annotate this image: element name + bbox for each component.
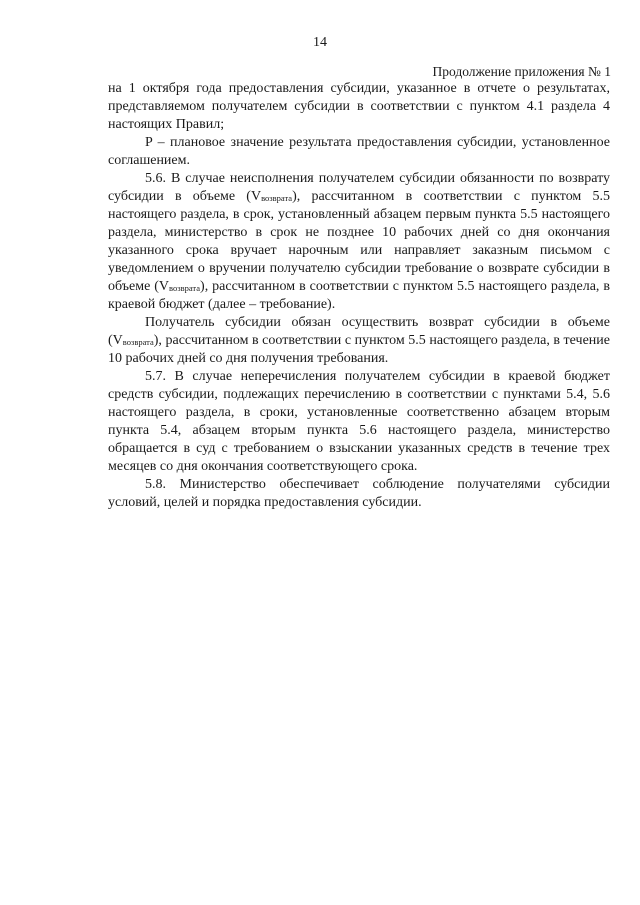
- formula-subscript: возврата: [169, 283, 201, 293]
- page-number: 14: [313, 35, 327, 50]
- formula-subscript: возврата: [261, 193, 293, 203]
- document-body: [108, 80, 610, 512]
- paragraph-planned-value: P – плановое значение результата предоставления субсидии, установленное соглашением.: [108, 135, 610, 168]
- paragraph-result-definition: на 1 октября года предоставления субсидии, указанное в отчете о результатах, представляемом получателем субсидии в соответствии с пунктом 4.1 раздела 4 настоящих Правил;: [108, 81, 610, 132]
- text-segment: ), рассчитанном в соответствии с пунктом 5.5 настоящего раздела, в краевой бюджет (далее – требование).: [108, 279, 610, 312]
- paragraph-5-7: 5.7. В случае неперечисления получателем субсидии в краевой бюджет средств субсидии, подлежащих перечислению в соответствии с пунктами 5.4, 5.6 настоящего раздела, в сроки, установленные соответственно абзацем вторым пункта 5.4, абзацем вторым пункта 5.6 настоящего раздела, министерство обращается в суд с требованием о взыскании указанных средств в течение трех месяцев со дня окончания соответствующего срока.: [108, 369, 610, 474]
- paragraph-return-obligation: [108, 314, 610, 368]
- paragraph-5-6: [108, 170, 610, 314]
- text-segment: ), рассчитанном в соответствии с пунктом 5.5 настоящего раздела, в срок, установленный абзацем первым пункта 5.5 настоящего раздела, министерство в срок не позднее 10 рабочих дней со дня окончания указанного срока вручает нарочным или направляет заказным письмом с уведомлением о вручении получателю субсидии требование о возврате субсидии в объеме (V: [108, 189, 611, 294]
- formula-subscript: возврата: [122, 337, 154, 347]
- text-segment: ), рассчитанном в соответствии с пунктом 5.5 настоящего раздела, в течение 10 рабочих дней со дня получения требования.: [108, 333, 610, 366]
- text-segment: 5.6. В случае неисполнения получателем субсидии обязанности по возврату субсидии в объеме (V: [108, 171, 610, 204]
- text-segment: Получатель субсидии обязан осуществить возврат субсидии в объеме (V: [108, 315, 610, 348]
- paragraph-5-8: 5.8. Министерство обеспечивает соблюдение получателями субсидии условий, целей и порядка предоставления субсидии.: [108, 477, 610, 510]
- appendix-continuation-note: Продолжение приложения № 1: [432, 64, 611, 79]
